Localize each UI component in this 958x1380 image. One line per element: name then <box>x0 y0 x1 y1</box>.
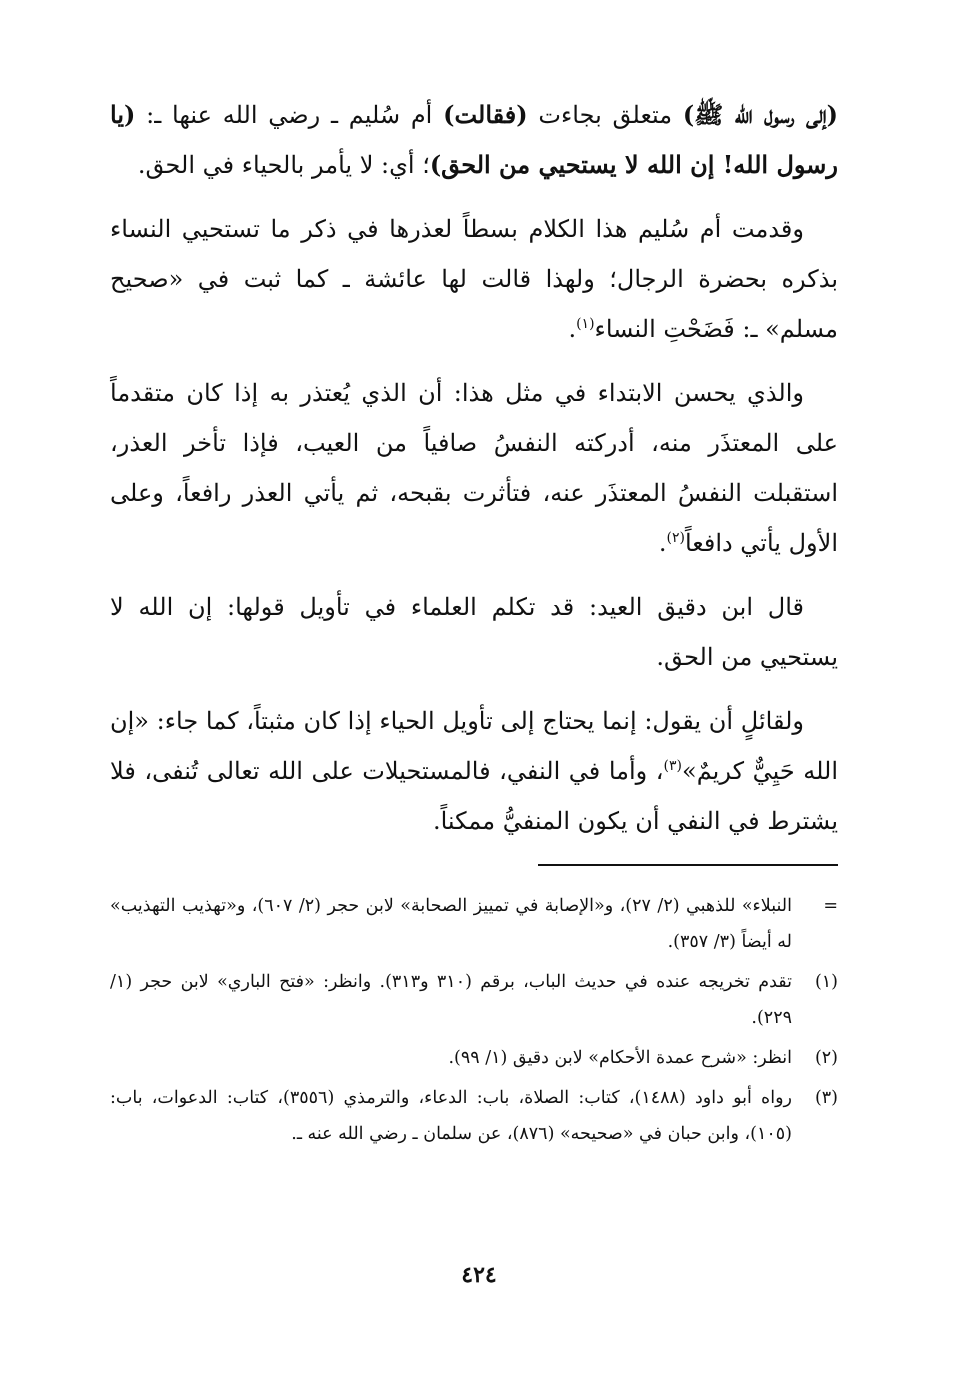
footnote-item <box>110 888 838 960</box>
text-run: والذي يحسن الابتداء في مثل هذا: أن الذي يُعتذر به إذا كان متقدماً على المعتذَر منه، أدركته النفسُ صافياً من العيب، فإذا تأخر العذر، استقبلت النفسُ المعتذَر عنه، فتأثرت بقبحه، ثم يأتي العذر رافعاً، وعلى الأول يأتي دافعاً <box>110 379 838 557</box>
paragraph <box>110 582 838 682</box>
text-run: ؛ أي: لا يأمر بالحياء في الحق. <box>137 151 430 179</box>
text-run: وقدمت أم سُليم هذا الكلام بسطاً لعذرها في ذكر ما تستحيي النساء بذكره بحضرة الرجال؛ ولهذا قالت لها عائشة ـ كما ثبت في «صحيح مسلم» ـ: فَضَحْتِ النساء <box>110 215 838 343</box>
footnote-text: النبلاء» للذهبي (٢/ ٢٧)، و«الإصابة في تمييز الصحابة» لابن حجر (٢/ ٦٠٧)، و«تهذيب التهذيب» له أيضاً (٣/ ٣٥٧). <box>110 896 792 952</box>
text-run: متعلق بجاءت <box>527 101 683 129</box>
footnote-text: انظر: «شرح عمدة الأحكام» لابن دقيق (١/ ٩٩). <box>448 1048 792 1068</box>
footnote-ref: (٢) <box>666 530 685 546</box>
text-run: . <box>568 315 577 343</box>
footnote-number: (١) <box>814 972 838 992</box>
footnote-number: (٢) <box>814 1048 838 1068</box>
paragraph <box>110 368 838 568</box>
bold-text: (إلى رسول الله ﷺ) <box>682 100 839 129</box>
paragraph <box>110 204 838 354</box>
page-body <box>110 90 838 1156</box>
text-run: أم سُليم ـ رضي الله عنها ـ: <box>135 101 444 129</box>
text-run: ، وأما في النفي، فالمستحيلات على الله تعالى تُنفى، فلا يشترط في النفي أن يكون المنفيُّ ممكناً. <box>110 757 838 835</box>
text-run: ولقائلٍ أن يقول: إنما يحتاج إلى تأويل الحياء إذا كان مثبتاً، كما جاء: «إن الله حَيِيٌّ كريمٌ» <box>110 707 838 785</box>
footnote-ref: (٣) <box>663 758 683 774</box>
footnote-item <box>110 1080 838 1152</box>
footnote-ref: (١) <box>576 316 595 332</box>
page-number: ٤٢٤ <box>461 1262 497 1288</box>
footnote-text: رواه أبو داود (١٤٨٨)، كتاب: الصلاة، باب: الدعاء، والترمذي (٣٥٥٦)، كتاب: الدعوات، باب: (١٠٥)، وابن حبان في «صحيحه» (٨٧٦)، عن سلمان ـ رضي الله عنه ـ. <box>110 1088 792 1144</box>
footnotes <box>110 888 838 1152</box>
paragraph <box>110 90 838 190</box>
footnote-number: (٣) <box>814 1088 838 1108</box>
footnote-number: = <box>823 896 838 916</box>
bold-text: (يا رسول الله! إن الله لا يستحيي من الحق) <box>110 100 838 179</box>
paragraph <box>110 696 838 846</box>
footnote-item <box>110 1040 838 1076</box>
text-run: قال ابن دقيق العيد: قد تكلم العلماء في تأويل قولها: إن الله لا يستحيي من الحق. <box>110 593 838 671</box>
footnote-item <box>110 964 838 1036</box>
footnote-separator <box>538 864 838 866</box>
text-run: . <box>658 529 667 557</box>
main-text <box>110 90 838 846</box>
bold-text: (فقالت) <box>443 100 528 129</box>
footnote-text: تقدم تخريجه عنده في حديث الباب، برقم (٣١٠ و٣١٣). وانظر: «فتح الباري» لابن حجر (١/ ٢٢٩). <box>110 972 792 1028</box>
